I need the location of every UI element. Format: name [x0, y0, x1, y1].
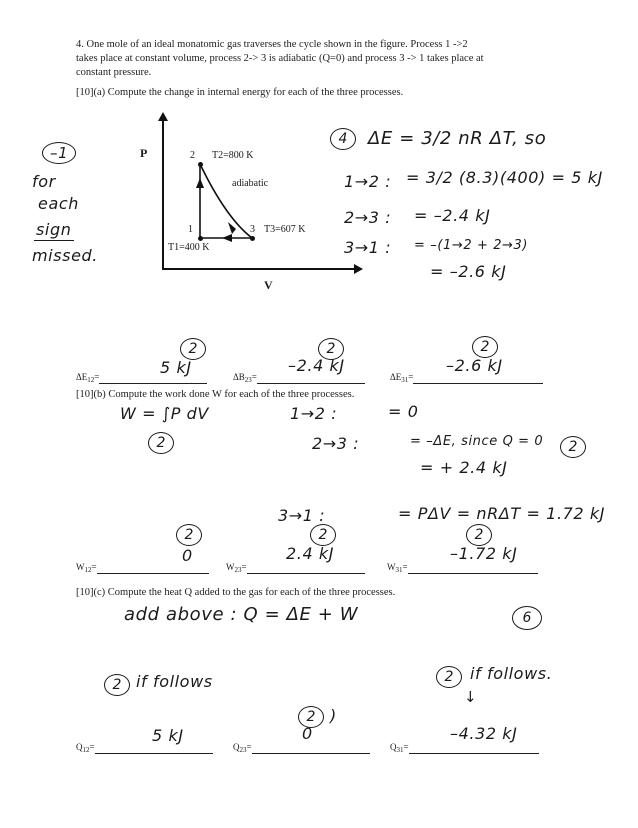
blank-dE12: [76, 372, 207, 384]
mark-W23: 2: [310, 524, 336, 546]
point-2-marker: [198, 162, 203, 167]
part-c-right-note: if follows.: [470, 664, 553, 683]
blank-Q12-eq: =: [89, 742, 95, 752]
part-c-left-note: if follows: [136, 672, 213, 691]
part-c-prompt: [10](c) Compute the heat Q added to the gas for each of the three processes.: [76, 587, 396, 598]
blank-dE23: [233, 372, 365, 384]
part-c-work: add above : Q = ΔE + W: [124, 604, 359, 625]
part-b-step2-work: = –ΔE, since Q = 0: [410, 434, 544, 449]
blank-W23: [226, 562, 365, 574]
answer-W12: 0: [182, 546, 193, 565]
answer-dE23: –2.4 kJ: [288, 356, 345, 375]
volume-axis-label: V: [264, 278, 273, 292]
mark-W12: 2: [176, 524, 202, 546]
blank-Q23-label: Q: [233, 742, 240, 752]
answer-dE12: 5 kJ: [160, 358, 192, 377]
blank-W12-label: W: [76, 562, 85, 572]
blank-dE23-label: ΔB: [233, 372, 245, 382]
part-a-step2-work: = –2.4 kJ: [414, 206, 491, 225]
mark-W31: 2: [466, 524, 492, 546]
point-3-label: 3: [250, 224, 255, 235]
answer-W31: –1.72 kJ: [450, 544, 518, 563]
part-b-step3-work: = PΔV = nRΔT = 1.72 kJ: [398, 504, 606, 523]
mark-dE31: 2: [472, 336, 498, 358]
t3-label: T3=607 K: [264, 224, 306, 235]
blank-dE23-sub: 23: [244, 376, 252, 384]
blank-dE31-label: ΔE: [390, 372, 402, 382]
part-b-step1-work: = 0: [388, 402, 419, 421]
part-a-step3-label: 3→1 :: [344, 238, 392, 257]
blank-W31-label: W: [387, 562, 396, 572]
blank-W31-sub: 31: [395, 566, 403, 574]
blank-Q31-eq: =: [403, 742, 409, 752]
blank-Q23-eq: =: [246, 742, 252, 752]
point-1-marker: [198, 236, 203, 241]
part-a-step1-label: 1→2 :: [344, 172, 392, 191]
blank-W12-sub: 12: [84, 566, 92, 574]
stem-line-1: 4. One mole of an ideal monatomic gas traverses the cycle shown in the figure. Process 1 ->2: [76, 39, 468, 50]
blank-W12-eq: =: [91, 562, 97, 572]
mark-dE23: 2: [318, 338, 344, 360]
answer-Q31: –4.32 kJ: [450, 724, 518, 743]
blank-dE12-label: ΔE: [76, 372, 88, 382]
blank-Q12: [76, 742, 213, 754]
blank-Q12-line[interactable]: [95, 742, 213, 754]
blank-W31: [387, 562, 538, 574]
answer-Q23: 0: [302, 724, 313, 743]
blank-W31-line[interactable]: [408, 562, 538, 574]
part-a-step1-work: = 3/2 (8.3)(400) = 5 kJ: [406, 168, 603, 187]
part-b-formula-mark: 2: [148, 432, 174, 454]
blank-W23-eq: =: [241, 562, 247, 572]
part-a-formula: ΔE = 3/2 nR ΔT, so: [368, 128, 547, 149]
part-a-step2-label: 2→3 :: [344, 208, 392, 227]
part-c-mid-mark: 2: [298, 706, 324, 728]
t2-label: T2=800 K: [212, 150, 254, 161]
part-a-score-circle: 4: [330, 128, 356, 150]
blank-W23-line[interactable]: [247, 562, 365, 574]
blank-Q23-line[interactable]: [252, 742, 370, 754]
blank-W31-eq: =: [402, 562, 408, 572]
margin-deduction-value: –1: [42, 142, 76, 164]
part-c-right-arrow-icon: ↓: [464, 688, 477, 706]
blank-Q31-sub: 31: [396, 746, 404, 754]
margin-deduction-circle: [42, 142, 76, 164]
blank-W23-label: W: [226, 562, 235, 572]
blank-Q31-label: Q: [390, 742, 397, 752]
answer-dE31: –2.6 kJ: [446, 356, 503, 375]
blank-dE31-sub: 31: [401, 376, 409, 384]
answer-Q12: 5 kJ: [152, 726, 184, 745]
blank-dE12-sub: 12: [87, 376, 95, 384]
margin-note-underline: [34, 240, 74, 241]
mark-dE12: 2: [180, 338, 206, 360]
blank-Q12-label: Q: [76, 742, 83, 752]
blank-dE23-line[interactable]: [257, 372, 365, 384]
part-a-step3-work: = –(1→2 + 2→3): [414, 238, 529, 253]
margin-note-line1: for: [32, 172, 56, 191]
blank-W23-sub: 23: [234, 566, 242, 574]
blank-Q12-sub: 12: [82, 746, 90, 754]
margin-note-line4: missed.: [32, 246, 98, 265]
stem-line-2: takes place at constant volume, process 2-> 3 is adiabatic (Q=0) and process 3 -> 1 takes place at: [76, 53, 484, 64]
part-c-left-mark: 2: [104, 674, 130, 696]
point-1-label: 1: [188, 224, 193, 235]
part-c-mid-stroke: ): [330, 706, 337, 725]
t1-label: T1=400 K: [168, 242, 210, 253]
margin-note-line2: each: [38, 194, 79, 213]
blank-W12: [76, 562, 209, 574]
point-2-label: 2: [190, 150, 195, 161]
blank-W12-line[interactable]: [97, 562, 209, 574]
blank-dE31: [390, 372, 543, 384]
part-b-step2-mark: 2: [560, 436, 586, 458]
part-b-step2-result: = + 2.4 kJ: [420, 458, 508, 477]
margin-note-line3: sign: [36, 220, 72, 239]
question-stem: [76, 38, 546, 100]
part-b-step3-label: 3→1 :: [278, 506, 326, 525]
stem-line-3: constant pressure.: [76, 67, 152, 78]
part-c-right-mark: 2: [436, 666, 462, 688]
answer-W23: 2.4 kJ: [286, 544, 335, 563]
blank-Q31-line[interactable]: [409, 742, 539, 754]
adiabatic-label: adiabatic: [232, 178, 269, 189]
blank-dE31-eq: =: [408, 372, 414, 382]
blank-dE23-eq: =: [251, 372, 257, 382]
part-b-step2-label: 2→3 :: [312, 434, 360, 453]
part-b-step1-label: 1→2 :: [290, 404, 338, 423]
part-c-score-circle: 6: [512, 606, 542, 630]
blank-Q23-sub: 23: [239, 746, 247, 754]
blank-Q23: [233, 742, 370, 754]
blank-dE12-line[interactable]: [99, 372, 207, 384]
pressure-axis-label: P: [140, 146, 148, 160]
point-3-marker: [250, 236, 255, 241]
part-a-step3-result: = –2.6 kJ: [430, 262, 507, 281]
blank-Q31: [390, 742, 539, 754]
part-b-formula: W = ∫P dV: [120, 404, 209, 423]
part-a-prompt: [10](a) Compute the change in internal energy for each of the three processes.: [76, 87, 404, 98]
blank-dE31-line[interactable]: [413, 372, 543, 384]
blank-dE12-eq: =: [94, 372, 100, 382]
part-b-prompt: [10](b) Compute the work done W for each of the three processes.: [76, 389, 355, 400]
